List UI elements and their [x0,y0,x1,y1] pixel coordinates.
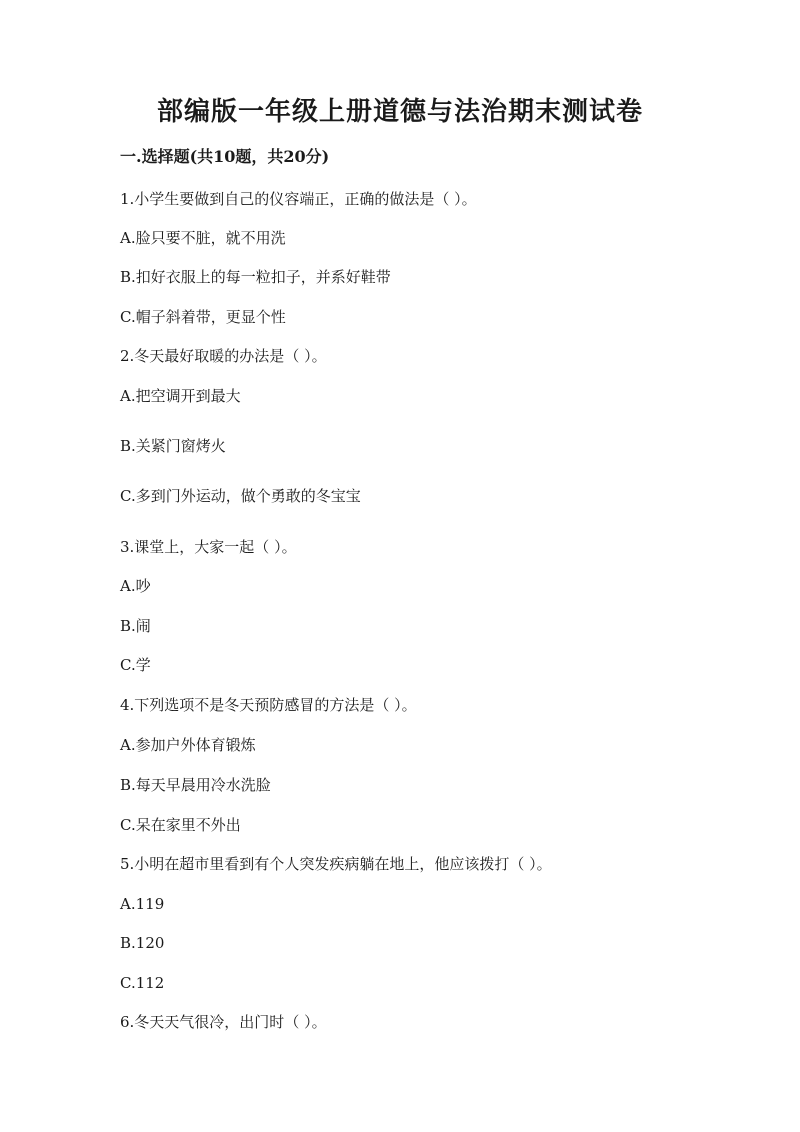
option-a: A.吵 [120,577,151,595]
option-c: C.帽子斜着带，更显个性 [120,308,286,326]
question-stem: 6.冬天天气很冷，出门时（ ）。 [120,1013,327,1031]
option-a: A.脸只要不脏，就不用洗 [120,229,286,247]
option-b: B.关紧门窗烤火 [120,437,226,455]
page-title: 部编版一年级上册道德与法治期末测试卷 [156,97,643,127]
option-c: C.学 [120,656,151,674]
option-a: A.119 [120,895,165,913]
option-b: B.扣好衣服上的每一粒扣子，并系好鞋带 [120,268,391,286]
option-c: C.呆在家里不外出 [120,816,241,834]
question-stem: 3.课堂上，大家一起（ ）。 [120,538,297,556]
option-a: A.参加户外体育锻炼 [120,736,256,754]
option-c: C.多到门外运动，做个勇敢的冬宝宝 [120,487,361,505]
option-a: A.把空调开到最大 [120,387,241,405]
question-stem: 2.冬天最好取暖的办法是（ ）。 [120,347,327,365]
option-c: C.112 [120,974,165,992]
option-b: B.每天早晨用冷水洗脸 [120,776,271,794]
question-stem: 1.小学生要做到自己的仪容端正，正确的做法是（ ）。 [120,190,477,208]
question-stem: 4.下列选项不是冬天预防感冒的方法是（ ）。 [120,696,417,714]
option-b: B.闹 [120,617,151,635]
question-stem: 5.小明在超市里看到有个人突发疾病躺在地上，他应该拨打（ ）。 [120,855,552,873]
option-b: B.120 [120,934,165,952]
section-heading: 一.选择题(共10题，共20分) [120,147,330,166]
